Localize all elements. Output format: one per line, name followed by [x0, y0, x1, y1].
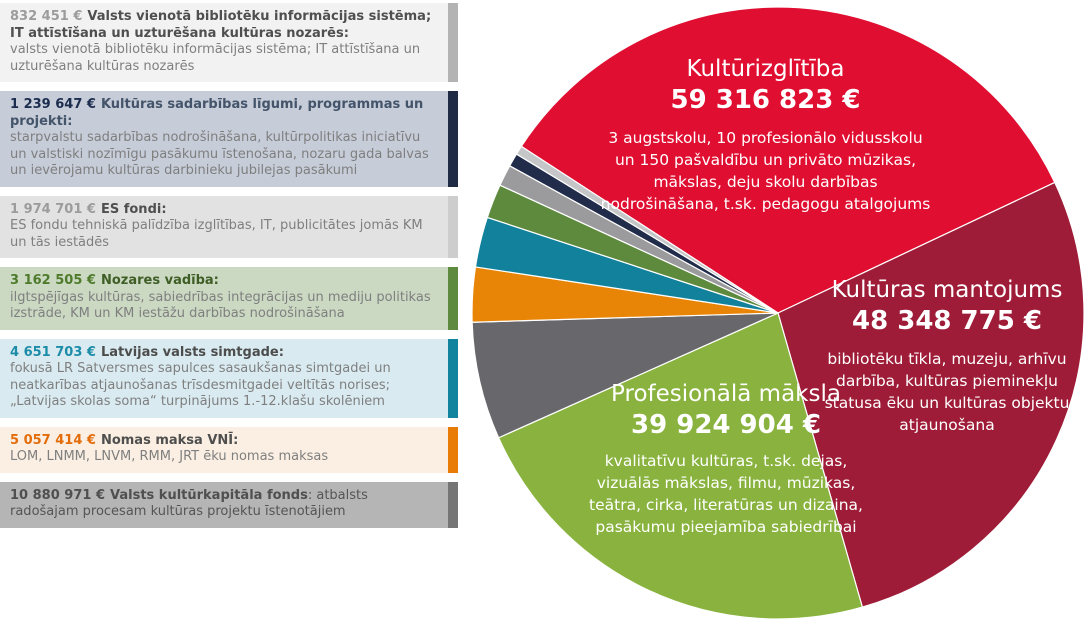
accent-bar	[448, 339, 458, 418]
item-description: LOM, LNMM, LNVM, RMM, JRT ēku nomas maksas	[10, 449, 329, 464]
budget-item-nomas-maksa	[0, 427, 458, 473]
accent-bar	[448, 427, 458, 473]
item-description: ilgtspējīgas kultūras, sabiedrības integrācijas un mediju politikas izstrāde, KM un KM iestāžu darbības nodrošināšana	[10, 289, 431, 321]
slice-description: kvalitatīvu kultūras, t.sk. dejas, vizuālās mākslas, filmu, mūzikas, teātra, cirka, literatūras un dizaina, pasākumu pieejamība sabiedrībai	[589, 452, 863, 536]
slice-title: Profesionālā māksla	[611, 381, 841, 407]
slice-title: Kultūrizglītība	[686, 56, 845, 82]
item-title: Valsts kultūrkapitāla fonds	[110, 487, 308, 503]
item-title: Kultūras sadarbības līgumi, programmas un projekti:	[10, 97, 424, 129]
item-amount: 4 651 703 €	[10, 344, 96, 360]
item-description: starpvalstu sadarbības nodrošināšana, kultūrpolitikas iniciatīvu un valstiski nozīmīgu pasākumu īstenošana, nozaru gada balvas un ievērojamu kultūras darbinieku jubilejas pasākumi	[10, 130, 429, 178]
budget-item-vienota-biblioteku-sistema	[0, 3, 458, 82]
budget-item-nozares-vadiba	[0, 267, 458, 330]
accent-bar	[448, 91, 458, 187]
item-title: ES fondi:	[100, 201, 167, 217]
item-title: Nozares vadība:	[100, 273, 219, 288]
pie-label-profesionala-maksla	[558, 380, 894, 538]
accent-bar	[448, 196, 458, 259]
item-title: Latvijas valsts simtgade:	[100, 344, 284, 360]
item-amount: 10 880 971 €	[10, 487, 105, 503]
budget-items-panel	[0, 3, 458, 537]
slice-amount: 39 924 904 €	[631, 410, 821, 440]
accent-bar	[448, 3, 458, 82]
item-amount: 3 162 505 €	[10, 273, 96, 288]
item-title: Valsts vienotā bibliotēku informācijas sistēma; IT attīstīšana un uzturēšana kultūras nozarēs:	[10, 9, 432, 41]
item-description: fokusā LR Satversmes sapulces sasaukšanas simtgadei un neatkarības atjaunošanas trīsdesmitgadei veltītās norises; „Latvijas skolas soma“ turpinājums 1.-12.klašu skolēniem	[10, 361, 391, 409]
item-description: ES fondu tehniskā palīdzība izglītības, IT, publicitātes jomās KM un tās iestādēs	[10, 218, 423, 250]
slice-description: bibliotēku tīkla, muzeju, arhīvu darbība, kultūras pieminekļu statusa ēku un kultūras objektu atjaunošana	[824, 350, 1070, 434]
item-description: valsts vienotā bibliotēku informācijas sistēma; IT attīstīšana un uzturēšana kultūras nozarēs	[10, 42, 421, 74]
slice-amount: 59 316 823 €	[670, 85, 861, 115]
accent-bar	[448, 267, 458, 330]
item-description: : atbalsts radošajam procesam kultūras projektu īstenotājiem	[10, 487, 368, 519]
slice-title: Kultūras mantojums	[831, 277, 1063, 303]
item-title: Nomas maksa VNĪ:	[100, 432, 239, 448]
pie-label-kulturizglitiba	[578, 55, 953, 215]
item-amount: 1 974 701 €	[10, 201, 96, 217]
budget-item-sadarbibas-ligumi	[0, 91, 458, 187]
accent-bar	[448, 482, 458, 528]
item-amount: 832 451 €	[10, 9, 83, 24]
item-amount: 1 239 647 €	[10, 97, 96, 112]
budget-item-kulturkapitala-fonds	[0, 482, 458, 528]
slice-amount: 48 348 775 €	[852, 306, 1042, 336]
budget-item-es-fondi	[0, 196, 458, 259]
budget-item-valsts-simtgade	[0, 339, 458, 418]
item-amount: 5 057 414 €	[10, 432, 96, 448]
slice-description: 3 augstskolu, 10 profesionālo vidusskolu un 150 pašvaldību un privāto mūzikas, mākslas, deju skolu darbības nodrošināšana, t.sk. pedagogu atalgojums	[600, 129, 931, 213]
